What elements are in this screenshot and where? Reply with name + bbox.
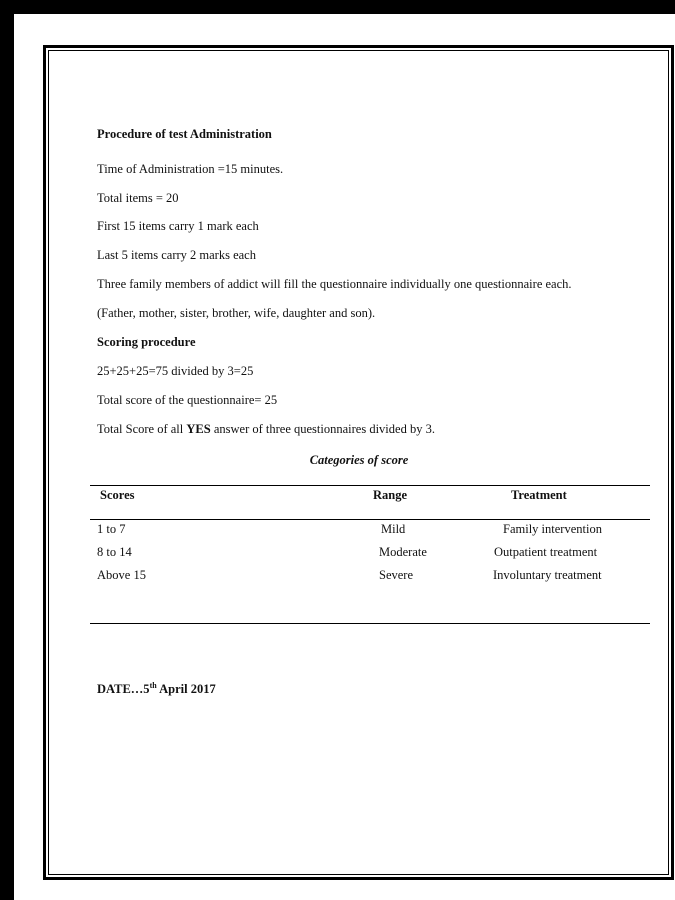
table-header-rule (90, 519, 650, 520)
family-list-line: (Father, mother, sister, brother, wife, daughter and son). (97, 306, 376, 320)
yes-keyword: YES (186, 422, 211, 436)
row2-treatment: Outpatient treatment (494, 545, 598, 559)
date-prefix: DATE…5 (97, 682, 150, 696)
row1-scores: 1 to 7 (97, 522, 126, 536)
header-scores: Scores (100, 488, 135, 502)
scoring-heading: Scoring procedure (97, 335, 196, 349)
document-page (14, 14, 675, 900)
total-items-line: Total items = 20 (97, 191, 179, 205)
row3-range: Severe (379, 568, 414, 582)
first-items-line: First 15 items carry 1 mark each (97, 219, 259, 233)
row1-range: Mild (381, 522, 406, 536)
row3-scores: Above 15 (97, 568, 146, 582)
row2-scores: 8 to 14 (97, 545, 132, 559)
admin-time-line: Time of Administration =15 minutes. (97, 162, 284, 176)
header-range: Range (373, 488, 408, 502)
table-top-rule (90, 485, 650, 486)
scoring-calc-line: 25+25+25=75 divided by 3=25 (97, 364, 254, 378)
date-superscript: th (149, 680, 157, 690)
total-score-line: Total score of the questionnaire= 25 (97, 393, 278, 407)
table-bottom-rule (90, 623, 650, 624)
yes-answer-line (97, 422, 435, 437)
table-caption: Categories of score (309, 453, 409, 467)
procedure-heading: Procedure of test Administration (97, 127, 272, 141)
row2-range: Moderate (379, 545, 427, 559)
row1-treatment: Family intervention (503, 522, 602, 536)
header-treatment: Treatment (511, 488, 567, 502)
date-suffix: April 2017 (156, 682, 216, 696)
yes-answer-suffix: answer of three questionnaires divided by 3. (210, 422, 435, 436)
yes-answer-prefix: Total Score of all (97, 422, 187, 436)
row3-treatment: Involuntary treatment (493, 568, 602, 582)
date-line (97, 682, 216, 697)
last-items-line: Last 5 items carry 2 marks each (97, 248, 256, 262)
family-members-line: Three family members of addict will fill the questionnaire individually one questionnaire each. (97, 277, 572, 291)
